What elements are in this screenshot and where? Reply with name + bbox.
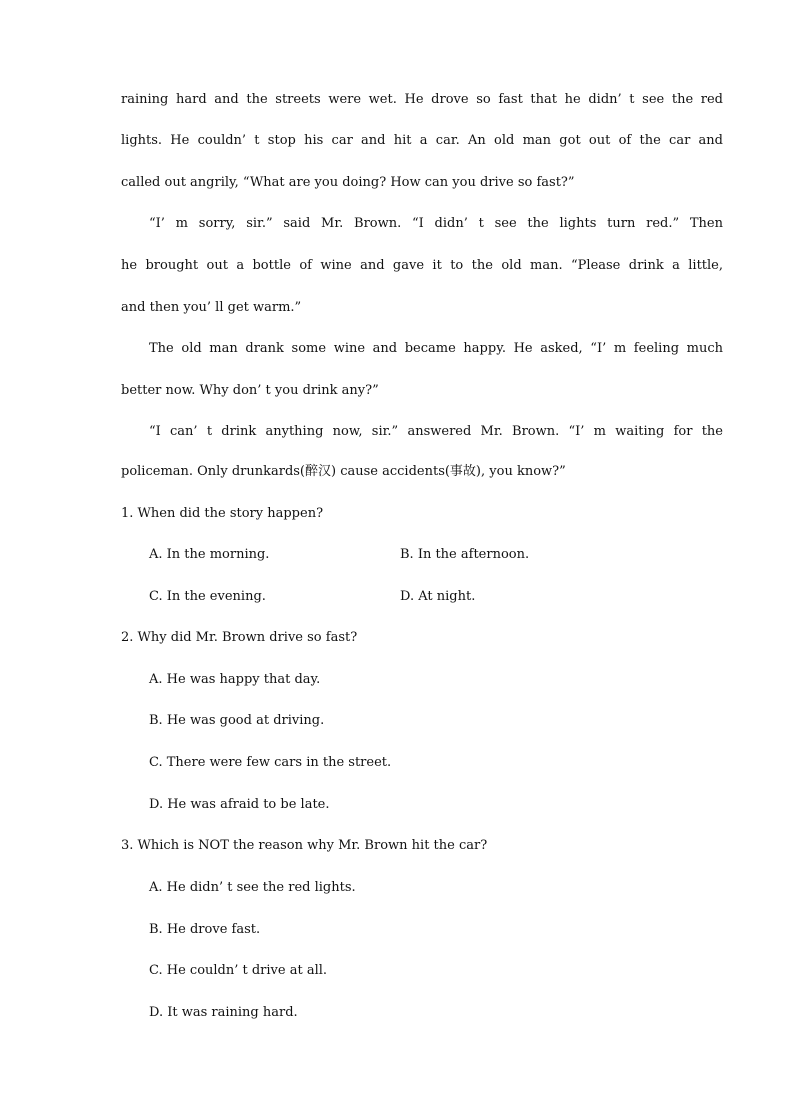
question-2-option-c: C. There were few cars in the street. bbox=[149, 755, 392, 770]
question-2-stem: 2. Why did Mr. Brown drive so fast? bbox=[121, 630, 358, 645]
question-3-option-d: D. It was raining hard. bbox=[149, 1005, 298, 1020]
question-2-option-a: A. He was happy that day. bbox=[149, 672, 321, 687]
passage-line-2: lights. He couldn’ t stop his car and hit a car. An old man got out of the car and bbox=[121, 133, 723, 148]
question-1-option-c: C. In the evening. bbox=[149, 589, 266, 604]
question-1-stem: 1. When did the story happen? bbox=[121, 506, 324, 521]
question-1-option-b: B. In the afternoon. bbox=[400, 547, 530, 562]
question-2-option-b: B. He was good at driving. bbox=[149, 713, 325, 728]
passage-line-5: he brought out a bottle of wine and gave it to the old man. “Please drink a little, bbox=[121, 258, 723, 273]
passage-line-3: called out angrily, “What are you doing? How can you drive so fast?” bbox=[121, 175, 575, 190]
passage-line-8: better now. Why don’ t you drink any?” bbox=[121, 383, 379, 398]
question-3-option-a: A. He didn’ t see the red lights. bbox=[149, 880, 356, 895]
question-2-option-d: D. He was afraid to be late. bbox=[149, 797, 330, 812]
question-1-option-d: D. At night. bbox=[400, 589, 476, 604]
passage-line-1: raining hard and the streets were wet. He drove so fast that he didn’ t see the red bbox=[121, 92, 723, 107]
passage-line-10: policeman. Only drunkards(醉汉) cause accidents(事故), you know?” bbox=[121, 464, 566, 479]
question-3-option-c: C. He couldn’ t drive at all. bbox=[149, 963, 328, 978]
passage-line-4: “I’ m sorry, sir.” said Mr. Brown. “I didn’ t see the lights turn red.” Then bbox=[149, 216, 723, 231]
passage-line-6: and then you’ ll get warm.” bbox=[121, 300, 302, 315]
question-3-stem: 3. Which is NOT the reason why Mr. Brown hit the car? bbox=[121, 838, 488, 853]
question-1-option-a: A. In the morning. bbox=[149, 547, 270, 562]
question-3-option-b: B. He drove fast. bbox=[149, 922, 261, 937]
passage-line-7: The old man drank some wine and became happy. He asked, “I’ m feeling much bbox=[149, 341, 723, 356]
passage-line-9: “I can’ t drink anything now, sir.” answered Mr. Brown. “I’ m waiting for the bbox=[149, 424, 723, 439]
